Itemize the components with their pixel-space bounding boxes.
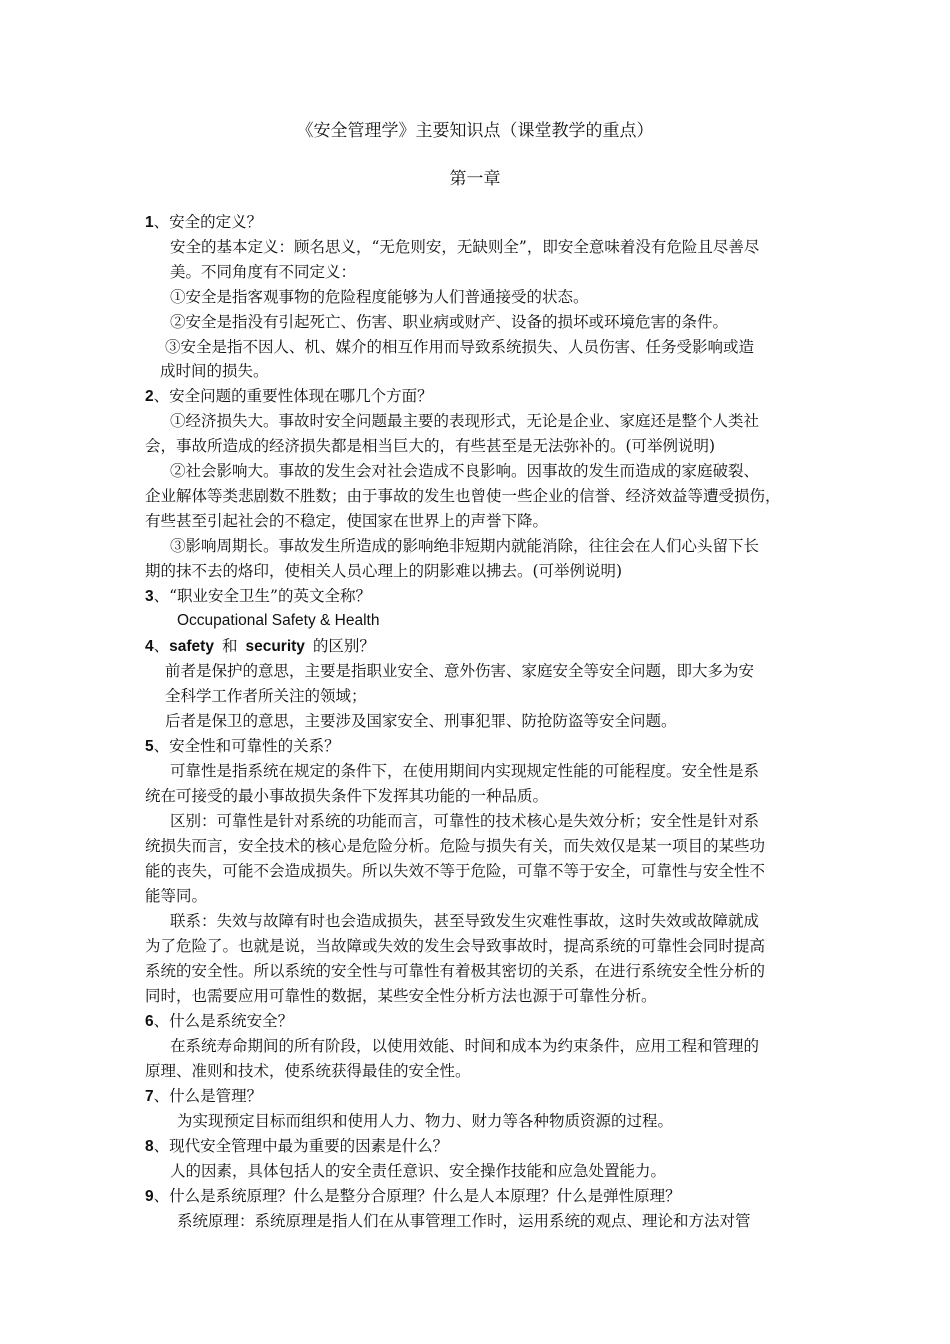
answer-line: 能等同。 <box>145 887 208 905</box>
question-text: 、现代安全管理中最为重要的因素是什么？ <box>153 1137 449 1155</box>
answer-line: 系统的安全性。所以系统的安全性与可靠性有着极其密切的关系，在进行系统安全性分析的 <box>145 962 766 980</box>
question-3 <box>145 586 371 607</box>
question-number: 4 <box>145 638 154 655</box>
term-safety: safety <box>169 638 214 655</box>
answer-line: 安全的基本定义：顾名思义，“无危则安，无缺则全”，即安全意味着没有危险且尽善尽 <box>170 238 760 256</box>
question-number: 9 <box>145 1188 154 1205</box>
question-9 <box>145 1186 681 1207</box>
answer-line: 美。不同角度有不同定义： <box>170 263 357 281</box>
english-term: Occupational Safety & Health <box>177 612 380 629</box>
answer-line: 人的因素，具体包括人的安全责任意识、安全操作技能和应急处置能力。 <box>170 1162 667 1180</box>
answer-line: 能的丧失，可能不会造成损失。所以失效不等于危险，可靠不等于安全，可靠性与安全性不 <box>145 862 766 880</box>
answer-line: ②社会影响大。事故的发生会对社会造成不良影响。因事故的发生而造成的家庭破裂、 <box>170 462 760 480</box>
answer-line: 后者是保卫的意思，主要涉及国家安全、刑事犯罪、防抢防盗等安全问题。 <box>165 712 677 730</box>
answer-line: 有些甚至引起社会的不稳定，使国家在世界上的声誉下降。 <box>145 512 549 530</box>
question-4 <box>145 636 375 657</box>
question-text: 、安全的定义？ <box>153 213 263 231</box>
answer-line: ①经济损失大。事故时安全问题最主要的表现形式，无论是企业、家庭还是整个人类社 <box>170 412 760 430</box>
answer-line: ②安全是指没有引起死亡、伤害、职业病或财产、设备的损坏或环境危害的条件。 <box>170 313 729 331</box>
question-2 <box>145 386 433 407</box>
answer-line: 为了危险了。也就是说，当故障或失效的发生会导致事故时，提高系统的可靠性会同时提高 <box>145 937 766 955</box>
question-number: 7 <box>145 1088 154 1105</box>
answer-line: 全科学工作者所关注的领域； <box>165 687 367 705</box>
question-text: 的区别？ <box>312 637 375 655</box>
answer-line: 为实现预定目标而组织和使用人力、物力、财力等各种物质资源的过程。 <box>177 1112 674 1130</box>
answer-line: 会，事故所造成的经济损失都是相当巨大的，有些甚至是无法弥补的。(可举例说明) <box>145 437 716 455</box>
document-title: 《安全管理学》主要知识点（课堂教学的重点） <box>296 121 654 141</box>
question-5 <box>145 736 340 757</box>
conjunction: 和 <box>221 637 238 655</box>
answer-line: 成时间的损失。 <box>160 362 269 380</box>
question-8 <box>145 1136 448 1157</box>
question-number: 2 <box>145 388 154 405</box>
question-number: 3 <box>145 588 154 605</box>
answer-line: 企业解体等类悲剧数不胜数；由于事故的发生也曾使一些企业的信誉、经济效益等遭受损伤， <box>145 487 781 505</box>
question-text: 、什么是系统原理？什么是整分合原理？什么是人本原理？什么是弹性原理？ <box>153 1187 681 1205</box>
question-number: 5 <box>145 738 154 755</box>
question-text: 、安全性和可靠性的关系？ <box>153 737 340 755</box>
question-text: 、安全问题的重要性体现在哪几个方面？ <box>153 387 433 405</box>
question-6 <box>145 1011 293 1032</box>
answer-line: 联系：失效与故障有时也会造成损失，甚至导致发生灾难性事故，这时失效或故障就成 <box>170 912 760 930</box>
answer-line: 统在可接受的最小事故损失条件下发挥其功能的一种品质。 <box>145 787 549 805</box>
question-number: 6 <box>145 1013 154 1030</box>
answer-line: 可靠性是指系统在规定的条件下，在使用期间内实现规定性能的可能程度。安全性是系 <box>170 762 760 780</box>
answer-line: 统损失而言，安全技术的核心是危险分析。危险与损失有关，而失效仅是某一项目的某些功 <box>145 837 766 855</box>
question-text: 、什么是管理？ <box>153 1087 263 1105</box>
question-text: 、“职业安全卫生”的英文全称？ <box>153 587 371 605</box>
answer-line: 前者是保护的意思，主要是指职业安全、意外伤害、家庭安全等安全问题，即大多为安 <box>165 662 755 680</box>
term-security: security <box>245 638 305 655</box>
chapter-heading: 第一章 <box>449 169 501 189</box>
question-number: 1 <box>145 214 154 231</box>
question-number: 8 <box>145 1138 154 1155</box>
question-7 <box>145 1086 262 1107</box>
answer-line: 在系统寿命期间的所有阶段，以使用效能、时间和成本为约束条件，应用工程和管理的 <box>170 1037 760 1055</box>
answer-line: ①安全是指客观事物的危险程度能够为人们普通接受的状态。 <box>170 288 589 306</box>
answer-line: 原理、准则和技术，使系统获得最佳的安全性。 <box>145 1062 471 1080</box>
answer-line: ③安全是指不因人、机、媒介的相互作用而导致系统损失、人员伤害、任务受影响或造 <box>165 338 755 356</box>
answer-line: 系统原理：系统原理是指人们在从事管理工作时，运用系统的观点、理论和方法对管 <box>177 1212 751 1230</box>
answer-line: 同时，也需要应用可靠性的数据，某些安全性分析方法也源于可靠性分析。 <box>145 987 657 1005</box>
question-separator: 、 <box>153 637 170 655</box>
answer-line: ③影响周期长。事故发生所造成的影响绝非短期内就能消除，往往会在人们心头留下长 <box>170 537 760 555</box>
question-text: 、什么是系统安全？ <box>153 1012 294 1030</box>
question-1 <box>145 212 262 233</box>
answer-line: 期的抹不去的烙印，使相关人员心理上的阴影难以拂去。(可举例说明) <box>145 562 623 580</box>
answer-line: 区别：可靠性是针对系统的功能而言，可靠性的技术核心是失效分析；安全性是针对系 <box>170 812 760 830</box>
